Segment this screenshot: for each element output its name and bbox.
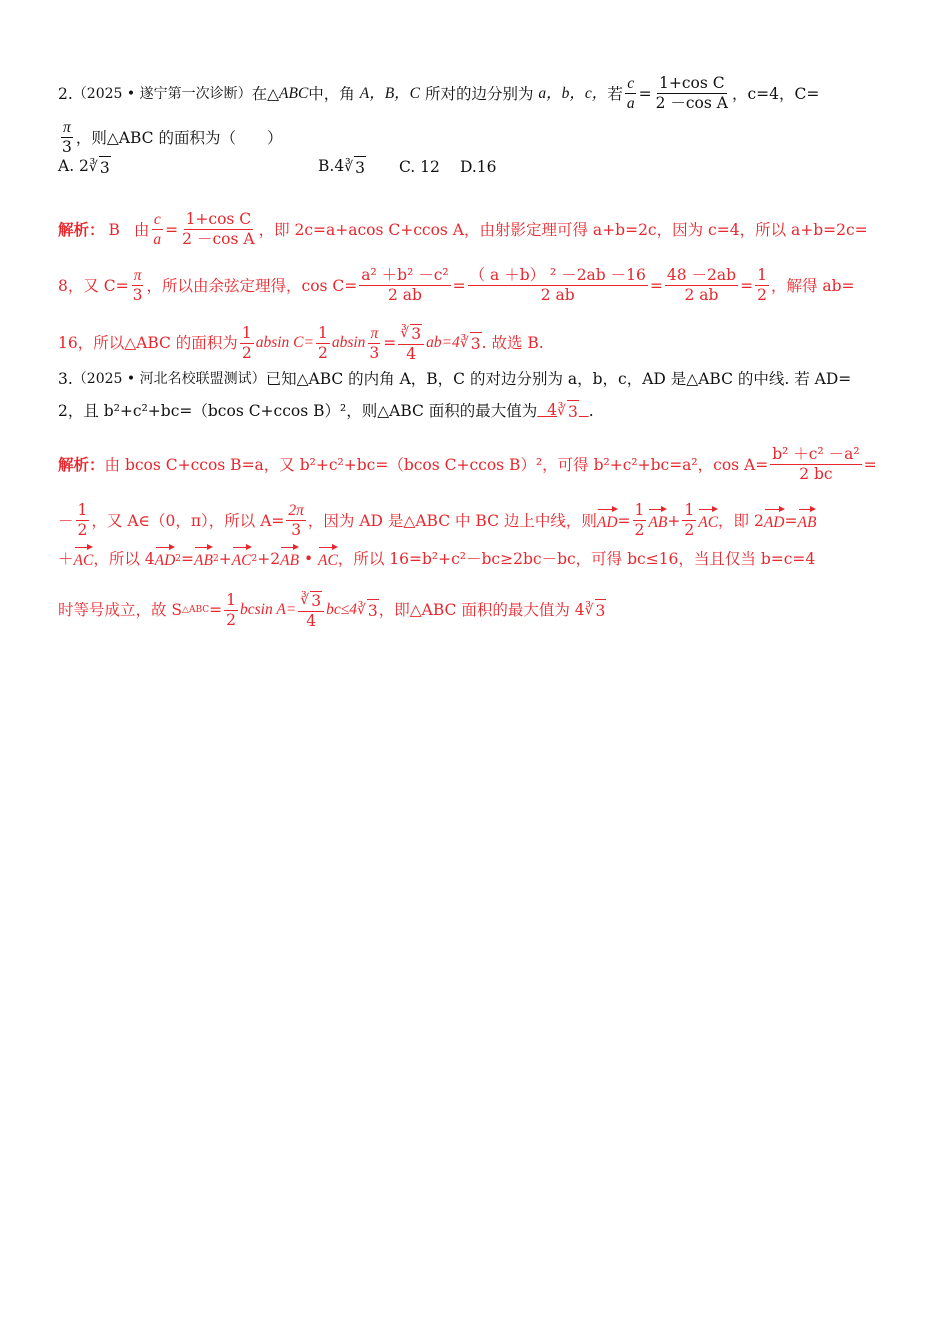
option-a[interactable]: A. 2 ∛ 3 — [58, 157, 110, 177]
option-c[interactable]: C. 12 — [399, 158, 440, 176]
sol3-line4: 时等号成立，故 S △ABC = $\frac{1}{2}$ bcsin A= ∛ 3 4 bc≤4 ∛ 3 ，即△ABC 面积的最大值为 4 ∛ 3 — [58, 590, 606, 630]
q2-line2: $\frac{\pi}{3}$ ，则△ABC 的面积为（ ） — [62, 119, 283, 156]
sol3-line1: 解析： 由 bcos C+ccos B=a，又 b²+c²+bc=（bcos C+ccos B）²，可得 b²+c²+bc=a²，cos A= $\frac{\text{b² ＋c² －a²}}{2 bc}$ = — [58, 445, 877, 483]
sol2-line1: 解析： B 由 $\frac{c}{a}$ = $\frac{\text{1+cos C}}{\text{2 －cos A}}$ ，即 2c=a+acos C+ccos A，由射影定理可得 a+b=2c，因为 c=4，所以 a+b=2c= — [58, 210, 868, 248]
sqrt-icon: ∛ 3 — [585, 599, 607, 622]
q3-line1: 3. （2025 • 河北名校联盟测试） 已知△ABC 的内角 A，B，C 的对边分别为 a，b，c，AD 是△ABC 的中线. 若 AD= — [58, 370, 852, 388]
sqrt-icon: ∛ 3 — [300, 591, 322, 610]
sqrt-icon: ∛ 3 — [357, 599, 379, 622]
sol3-line3: ＋ AC ，所以 4 AD 2 = AB 2 + AC 2 +2 AB • AC ，所以 16=b²+c²－bc≥2bc－bc，可得 bc≤16，当且仅当 b=c=4 — [58, 546, 890, 572]
option-b[interactable]: B.4 ∛ 3 — [318, 157, 365, 177]
solution-label: 解析： — [58, 454, 105, 474]
sol2-line2: 8，又 C= $\frac{\pi}{3}$ ，所以由余弦定理得，cos C= $\frac{\text{a² ＋b² －c²}}{2 ab}$ = $\frac{\text{（ a ＋b） ² －2ab －16}}{2 ab}$ = $\frac{48 -2ab}{2 ab}$ = $\frac{1}{2}$ ，解得 ab= — [58, 266, 855, 304]
q3-line2: 2，且 b²+c²+bc=（bcos C+ccos B）²，则△ABC 面积的最大值为 4 ∛ 3 . — [58, 401, 594, 421]
sqrt-icon: ∛ 3 — [344, 156, 366, 179]
q2-fraction-c-over-a: $\frac{c}{a}$ — [626, 75, 635, 112]
q2-fraction-rhs: $\frac{\text{1+cos C}}{\text{2 －cos A}}$ — [655, 74, 728, 112]
q2-line1: 2. （2025 • 遂宁第一次诊断） 在△ ABC 中，角 A，B，C 所对的边分别为 a，b，c， 若 $\frac{c}{a}$ = $\frac{\text{1+cos C}}{\text{2 －cos A}}$ ，c=4，C= — [58, 74, 820, 112]
q3-source: （2025 • 河北名校联盟测试） — [72, 371, 266, 387]
q2-fraction-pi-over-3: $\frac{\pi}{3}$ — [62, 119, 72, 156]
q2-number: 2. — [58, 84, 73, 103]
sqrt-icon: ∛ 3 — [460, 332, 482, 355]
vector-ad: AD — [597, 508, 618, 534]
sqrt-icon: ∛ 3 — [89, 156, 111, 179]
vector-ac: AC — [698, 508, 718, 534]
vector-ab: AB — [648, 508, 667, 534]
sol3-line2: － $\frac{1}{2}$ ，又 A∈（0，π），所以 A= $\frac{2\pi}{3}$ ，因为 AD 是△ABC 中 BC 边上中线，则 AD = $\frac{1}{2}$ AB + $\frac{1}{2}$ AC ，即 2 AD = AB — [58, 501, 817, 539]
sol2-answer: B — [108, 220, 120, 239]
q2-source: （2025 • 遂宁第一次诊断） — [72, 85, 252, 102]
q3-number: 3. — [58, 370, 73, 388]
option-d[interactable]: D.16 — [460, 158, 497, 176]
q3-answer-blank: 4 ∛ 3 — [547, 401, 578, 421]
sol2-line3: 16，所以△ABC 的面积为 $\frac{1}{2}$ absin C= $\frac{1}{2}$ absin $\frac{\pi}{3}$ = ∛ 3 4 ab=4 ∛ 3 . 故选 B. — [58, 323, 544, 363]
sqrt-icon: ∛ 3 — [557, 400, 579, 423]
solution-label: 解析： — [58, 219, 105, 239]
sqrt-icon: ∛ 3 — [400, 324, 422, 343]
